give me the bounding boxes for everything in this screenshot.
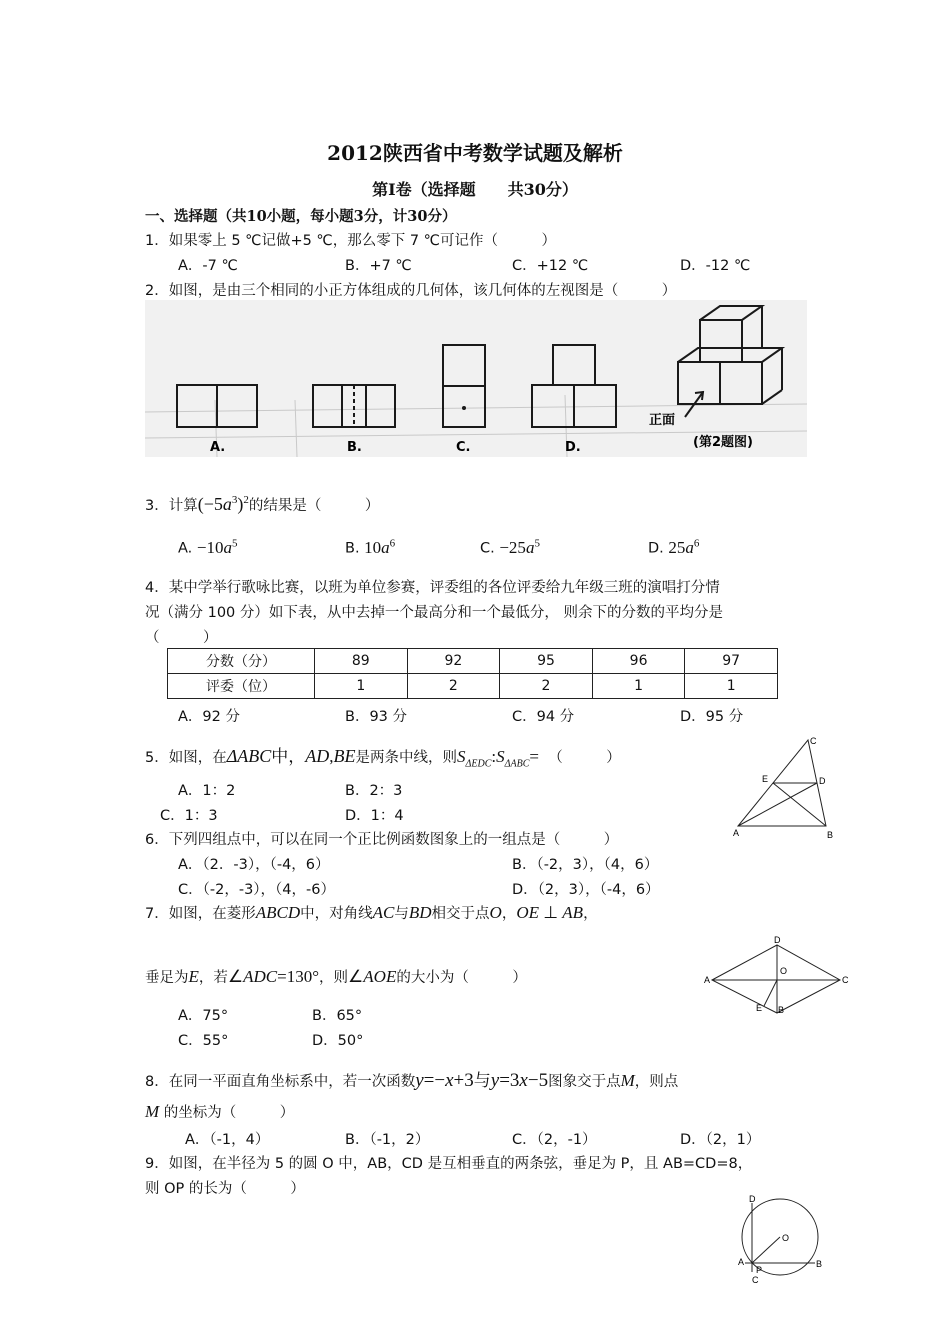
q7-option-b: B．65°: [312, 1008, 363, 1024]
option-d-view: [553, 345, 595, 385]
q2-label-a: A.: [210, 440, 226, 455]
q8-stem-line2: M 的坐标为（ ）: [145, 1102, 295, 1121]
q6-stem: 6．下列四组点中，可以在同一个正比例函数图象上的一组点是（ ）: [145, 832, 619, 848]
table-cell: 96: [592, 649, 685, 674]
table-header-score: 分数（分）: [168, 649, 315, 674]
q5-option-d: D．1：4: [345, 808, 404, 824]
q3-prefix: 3．计算: [145, 498, 198, 514]
fig-label-d: D: [749, 1195, 756, 1204]
q5-triangle-figure: [730, 732, 840, 842]
page-title: 2012陕西省中考数学试题及解析: [327, 141, 623, 165]
q5-option-b: B．2：3: [345, 783, 403, 799]
q6-option-a: A．（2．-3），（-4，6）: [178, 857, 330, 873]
q2-figure-photo: [145, 300, 807, 457]
fig-label-e: E: [762, 774, 769, 784]
q1-option-a: A．-7 ℃: [178, 258, 238, 274]
table-cell: 1: [685, 674, 778, 699]
fig-label-a: A: [704, 975, 711, 985]
q8-option-a: A．（-1，4）: [185, 1132, 270, 1148]
q2-stem: 2．如图，是由三个相同的小正方体组成的几何体，该几何体的左视图是（ ）: [145, 283, 677, 299]
q7-stem-line1: 7．如图，在菱形ABCD中，对角线AC与BD相交于点O，OE ⊥ AB，: [145, 903, 598, 922]
fig-label-c: C: [842, 975, 849, 985]
q7-option-a: A．75°: [178, 1008, 229, 1024]
q2-caption: (第2题图): [693, 435, 753, 450]
q9-circle-figure: [730, 1195, 825, 1285]
q8-option-c: C．（2，-1）: [512, 1132, 597, 1148]
table-cell: 2: [500, 674, 593, 699]
table-header-judges: 评委（位）: [168, 674, 315, 699]
table-cell: 97: [685, 649, 778, 674]
table-cell: 2: [407, 674, 500, 699]
q5-stem: 5．如图，在ΔABC中，AD,BE是两条中线，则$S_{\Delta EDC}:S_{\Delta ABC}=$ （ ）: [145, 746, 621, 770]
q7-option-d: D．50°: [312, 1033, 364, 1049]
q2-label-d: D.: [565, 440, 581, 455]
q4-option-b: B．93 分: [345, 709, 408, 725]
fig-label-e: E: [756, 1003, 763, 1013]
q3-stem: [145, 494, 379, 515]
table-cell: 1: [315, 674, 408, 699]
table-cell: 1: [592, 674, 685, 699]
q4-option-a: A．92 分: [178, 709, 240, 725]
q1-option-b: B．+7 ℃: [345, 258, 412, 274]
fig-label-o: O: [780, 966, 788, 976]
table-row: [168, 649, 778, 674]
table-cell: 92: [407, 649, 500, 674]
q7-option-c: C．55°: [178, 1033, 229, 1049]
q7-stem-line2: 垂足为E，若∠ADC=130°，则∠AOE的大小为（ ）: [145, 967, 527, 986]
fig-label-o: O: [782, 1233, 790, 1243]
q2-label-b: B.: [347, 440, 362, 455]
table-row: [168, 674, 778, 699]
fig-label-a: A: [733, 828, 740, 838]
fig-label-b: B: [816, 1259, 823, 1269]
table-cell: 89: [315, 649, 408, 674]
q4-option-c: C．94 分: [512, 709, 575, 725]
q5-option-c: C．1：3: [160, 808, 218, 824]
q8-option-b: B．（-1，2）: [345, 1132, 430, 1148]
q4-line1: 4．某中学举行歌咏比赛，以班为单位参赛，评委组的各位评委给九年级三班的演唱打分情: [145, 580, 720, 596]
fig-label-a: A: [738, 1257, 745, 1267]
q6-option-c: C．（-2，-3），（4，-6）: [178, 882, 335, 898]
q1-option-d: D．-12 ℃: [680, 258, 751, 274]
q3-option-b: B. $10a^6$: [345, 537, 396, 557]
fig-label-p: P: [756, 1265, 763, 1275]
fig-label-d: D: [774, 935, 781, 945]
q3-option-c: C. $-25a^5$: [480, 537, 540, 557]
q1-option-c: C．+12 ℃: [512, 258, 589, 274]
q2-front-label: 正面: [649, 413, 676, 428]
q1-stem: 1．如果零上 5 ℃记做+5 ℃，那么零下 7 ℃可记作（ ）: [145, 233, 556, 249]
q3-expression: $(-5a^3)^2$: [197, 494, 249, 514]
section-heading: 一、选择题（共10小题，每小题3分，计30分）: [145, 208, 457, 225]
q9-line1: 9．如图，在半径为 5 的圆 O 中，AB，CD 是互相垂直的两条弦，垂足为 P，且 AB=CD=8，: [145, 1156, 753, 1172]
q4-option-d: D．95 分: [680, 709, 744, 725]
paper-subtitle: 第Ⅰ卷（选择题 共30分）: [372, 180, 578, 199]
q2-figure-drawing: [145, 300, 807, 457]
fig-label-b: B: [827, 830, 834, 840]
q2-label-c: C.: [456, 440, 471, 455]
q6-option-d: D．（2，3），（-4，6）: [512, 882, 660, 898]
q4-score-table: [167, 648, 778, 699]
q7-rhombus-figure: [700, 935, 850, 1015]
fig-label-c: C: [752, 1275, 759, 1285]
table-cell: 95: [500, 649, 593, 674]
fig-label-d: D: [819, 776, 826, 786]
q4-line3: （ ）: [145, 630, 218, 646]
q4-line2: 况（满分 100 分）如下表，从中去掉一个最高分和一个最低分， 则余下的分数的平均分是: [145, 605, 723, 621]
fig-label-c: C: [810, 736, 817, 746]
q3-suffix: 的结果是（ ）: [248, 498, 380, 514]
q3-option-a: A. $-10a^5$: [178, 537, 238, 557]
q3-option-d: D. $25a^6$: [648, 537, 700, 557]
q8-option-d: D．（2，1）: [680, 1132, 761, 1148]
q5-option-a: A．1：2: [178, 783, 236, 799]
fig-label-b: B: [778, 1005, 785, 1015]
q9-line2: 则 OP 的长为（ ）: [145, 1181, 305, 1197]
q6-option-b: B．（-2，3），（4，6）: [512, 857, 659, 873]
q8-stem-line1: 8．在同一平面直角坐标系中，若一次函数y=−x+3与y=3x−5图象交于点M，则点: [145, 1070, 679, 1091]
q2-solid-figure: [678, 306, 782, 417]
